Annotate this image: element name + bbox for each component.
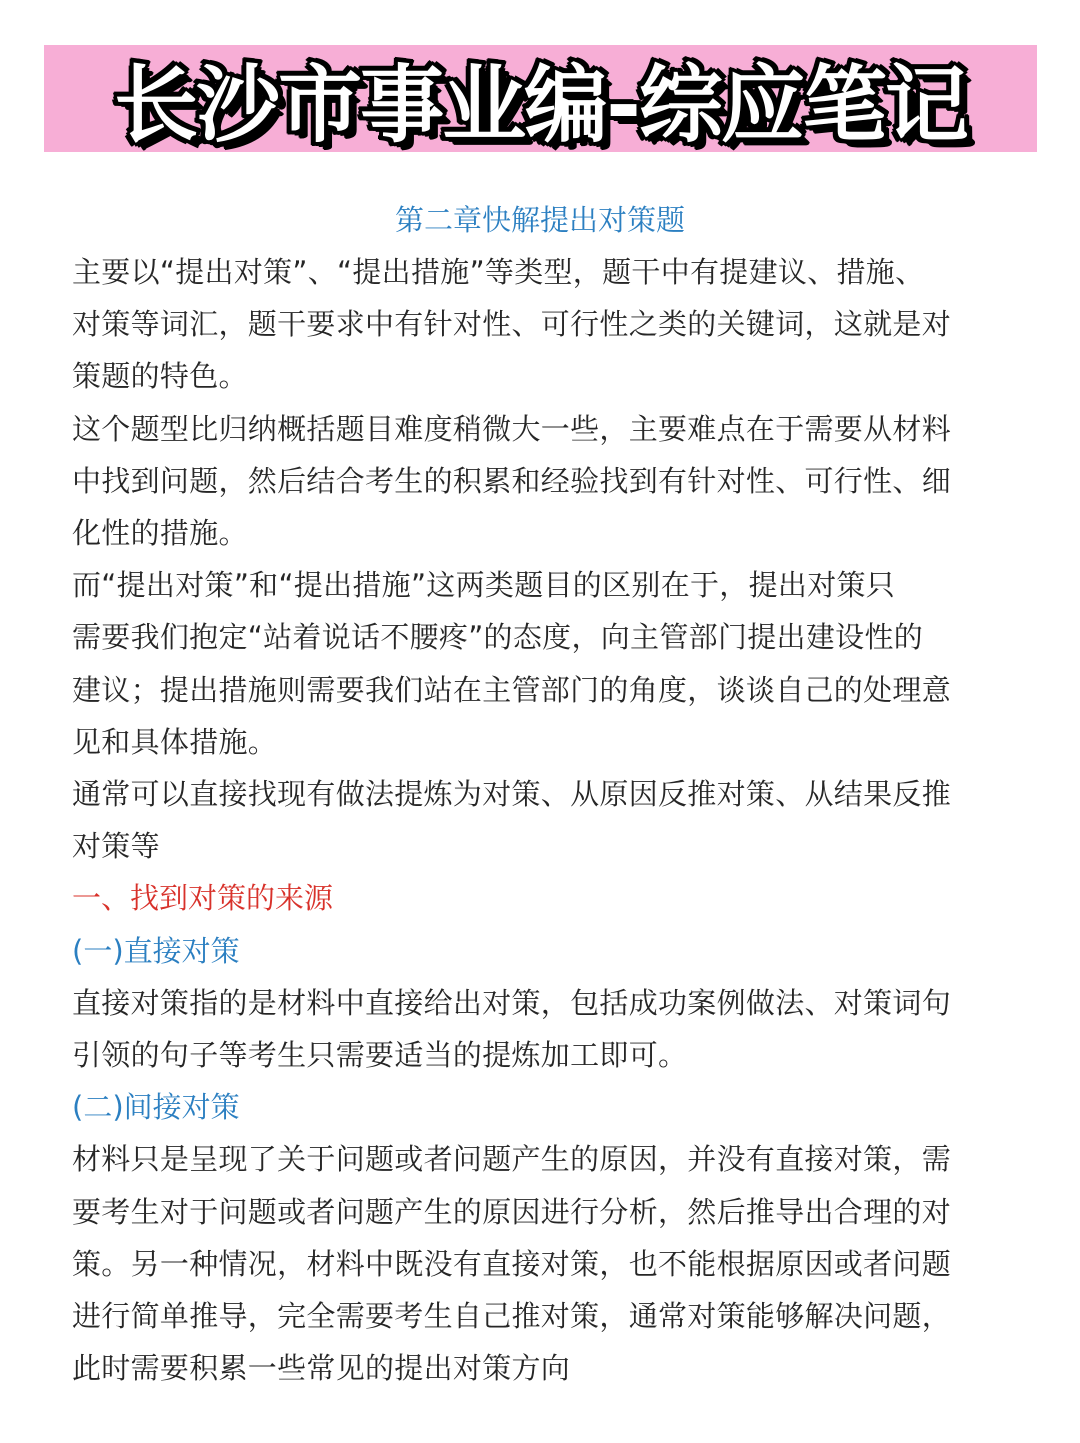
text-line: 而“提出对策”和“提出措施”这两类题目的区别在于，提出对策只 (72, 568, 896, 603)
direct-strategy-paragraph (72, 977, 1022, 1081)
note-content (72, 194, 1022, 1394)
text-line: 对策等 (72, 829, 160, 864)
banner-title: 长沙市事业编-综应笔记 (114, 56, 967, 154)
text-line: 要考生对于问题或者问题产生的原因进行分析，然后推导出合理的对 (72, 1194, 952, 1229)
intro-paragraph-4 (72, 768, 1022, 872)
text-line: 此时需要积累一些常见的提出对策方向 (72, 1351, 571, 1386)
text-line: 策。另一种情况，材料中既没有直接对策，也不能根据原因或者问题 (72, 1246, 952, 1281)
text-line: 主要以“提出对策”、“提出措施”等类型，题干中有提建议、措施、 (72, 255, 925, 289)
subsection-heading-direct: (一)直接对策 (72, 933, 240, 968)
chapter-title: 第二章快解提出对策题 (394, 203, 685, 237)
text-line: 化性的措施。 (72, 516, 248, 551)
text-line: 中找到问题，然后结合考生的积累和经验找到有针对性、可行性、细 (72, 463, 952, 498)
indirect-strategy-paragraph (72, 1133, 1022, 1394)
intro-paragraph-2 (72, 403, 1022, 560)
text-line: 引领的句子等考生只需要适当的提炼加工即可。 (72, 1038, 688, 1073)
text-line: 需要我们抱定“站着说话不腰疼”的态度，向主管部门提出建设性的 (72, 620, 924, 655)
text-line: 见和具体措施。 (72, 724, 278, 759)
text-line: 对策等词汇，题干要求中有针对性、可行性之类的关键词，这就是对 (72, 307, 952, 342)
text-line: 这个题型比归纳概括题目难度稍微大一些，主要难点在于需要从材料 (72, 411, 952, 446)
title-banner (44, 45, 1037, 152)
text-line: 策题的特色。 (72, 359, 248, 394)
text-line: 材料只是呈现了关于问题或者问题产生的原因，并没有直接对策，需 (72, 1142, 952, 1177)
text-line: 进行简单推导，完全需要考生自己推对策，通常对策能够解决问题， (72, 1299, 952, 1334)
intro-paragraph-1 (72, 246, 1022, 403)
text-line: 直接对策指的是材料中直接给出对策，包括成功案例做法、对策词句 (72, 985, 952, 1020)
text-line: 建议；提出措施则需要我们站在主管部门的角度，谈谈自己的处理意 (72, 672, 952, 707)
subsection-heading-indirect: (二)间接对策 (72, 1090, 240, 1125)
intro-paragraph-3 (72, 559, 1022, 768)
section-heading-1: 一、找到对策的来源 (72, 881, 334, 916)
text-line: 通常可以直接找现有做法提炼为对策、从原因反推对策、从结果反推 (72, 777, 952, 812)
